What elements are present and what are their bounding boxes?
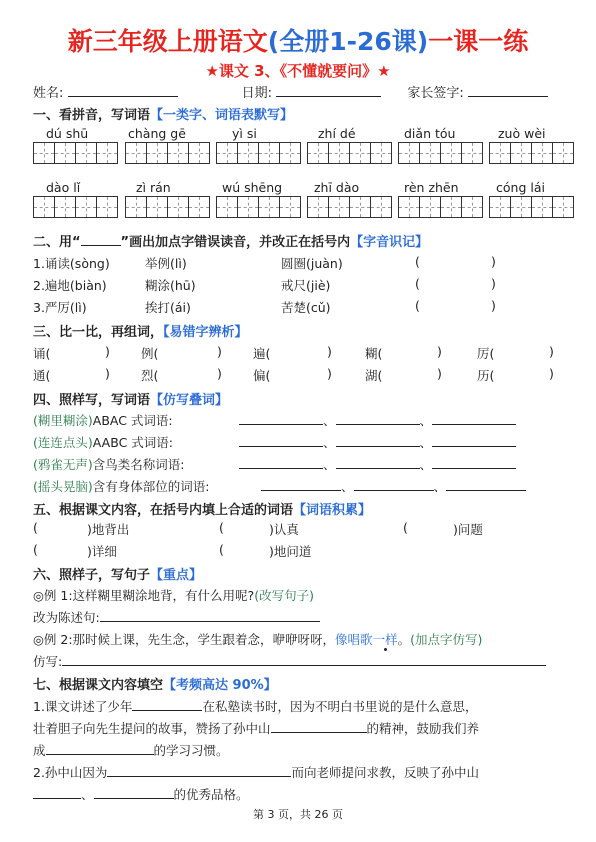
pinyin: zhī dào [314,180,360,195]
paren-close: ) [327,366,332,381]
item[interactable]: 举例(lì) [145,256,187,271]
lesson-subtitle: ★课文 3、《不懂就要问》★ [205,62,391,80]
answer-blank[interactable] [62,653,546,666]
writing-grid[interactable] [125,142,209,164]
sep: 、 [419,435,433,450]
section-1-title: 一、看拼音，写词语 [33,108,151,123]
s7-line-5 [33,785,249,803]
pinyin: dào lǐ [46,180,81,195]
paren-close: ) [549,344,554,359]
text: 的学习习惯。 [153,743,229,758]
char: 历( [477,368,495,383]
paren-open: ( [219,520,224,535]
paren-open: ( [33,542,38,557]
section-4-title: 四、照样写，写词语 [33,393,151,408]
item[interactable]: 1.诵读(sòng) [33,256,110,271]
paren-close: ) [437,366,442,381]
s4-row-4 [33,477,447,495]
example-word: (糊里糊涂) [33,413,93,428]
answer-blank[interactable] [94,786,174,799]
phrase: )问题 [453,522,483,537]
writing-grid[interactable] [125,196,209,218]
paren-open: ( [415,254,420,269]
s7-line-3 [33,741,229,759]
dotted-text: 一样 [372,632,398,647]
writing-grid[interactable] [489,196,573,218]
row-label: 含鸟类名称词语: [92,457,185,472]
sep: 、 [323,435,336,450]
paren-open: ( [415,276,420,291]
section-1-tag: 【一类字、词语表默写】 [150,108,294,123]
section-3-tag: 【易错字辨析】 [163,325,248,340]
s7-line-2 [33,719,479,737]
paren-close: ) [549,366,554,381]
paren-close: ) [327,344,332,359]
answer-blank[interactable] [46,742,154,755]
example-note: (改写句子) [254,588,314,603]
text: 而向老师提问求教，反映了孙中山 [291,765,479,780]
example-word: (鸦雀无声) [33,457,93,472]
phrase: )详细 [87,544,117,559]
sep: 、 [323,457,336,472]
example-word: (摇头晃脑) [33,479,93,494]
sep: 、 [323,413,336,428]
item[interactable]: 3.严厉(lì) [33,300,87,315]
example-2 [33,630,482,648]
phrase: )地背出 [87,522,130,537]
section-2-title-b: ”画出加点字错误读音，并改正在括号内 [120,235,351,250]
pinyin: yì si [232,126,257,141]
title-part3: 一课一练 [428,27,529,56]
date-label: 日期: [241,86,273,101]
writing-grid[interactable] [33,142,117,164]
writing-grid[interactable] [216,196,300,218]
section-3-heading [33,321,248,340]
paren-close: ) [105,344,110,359]
parent-label: 家长签字: [407,86,464,101]
writing-grid[interactable] [398,196,482,218]
answer-blank[interactable] [354,478,434,491]
section-7-tag: 【考频高达 90%】 [163,678,277,693]
sep: 、 [419,457,433,472]
writing-grid[interactable] [307,142,391,164]
answer-blank[interactable] [132,698,202,711]
phrase: )认真 [269,522,299,537]
section-6-tag: 【重点】 [150,568,203,583]
writing-grid[interactable] [33,196,117,218]
section-2-title-a: 二、用“ [33,235,81,250]
answer-label: 改为陈述句: [33,610,100,625]
row-label: ABAC 式词语: [92,413,173,428]
answer-blank[interactable] [446,478,526,491]
answer-blank[interactable] [107,764,291,777]
paren-close: ) [491,276,496,291]
section-5-title: 五、根据课文内容，在括号内填上合适的词语 [33,503,294,518]
example-sentence: ◎例 1:这样糊里糊涂地背，有什么用呢? [33,588,255,603]
name-field[interactable] [68,84,178,97]
section-5-tag: 【词语积累】 [293,503,372,518]
pinyin: zuò wèi [498,126,546,141]
section-5-heading [33,499,371,518]
char: 糊( [365,346,383,361]
s7-line-1 [33,697,477,715]
text: 在私塾读书时，因为不明白书里说的是什么意思， [202,699,478,714]
section-2-tag: 【字音识记】 [350,235,429,250]
text: 1.课文讲述了少年 [33,699,133,714]
item[interactable]: 苦楚(cǔ) [281,300,331,315]
page-title [0,22,596,58]
section-4-heading [33,389,228,408]
text: 2.孙中山因为 [33,765,108,780]
answer-blank[interactable] [432,412,516,425]
text: 的精神，鼓励我们养 [366,721,480,736]
page-number: 第 3 页，共 26 页 [253,808,343,821]
section-3-title: 三、比一比，再组词， [33,325,164,340]
paren-close: ) [491,298,496,313]
s4-row-1 [33,411,433,429]
paren-open: ( [219,542,224,557]
writing-grid[interactable] [307,196,391,218]
s7-line-4 [33,763,479,781]
example-word: (连连点头) [33,435,93,450]
example-sentence: ◎例 2:那时候上课，先生念，学生跟着念，咿咿呀呀， [33,632,336,647]
char: 湖( [365,368,383,383]
parent-signature-field[interactable] [468,84,548,97]
item[interactable]: 戒尺(jiè) [281,278,331,293]
text: 成 [33,743,46,758]
example-note: (加点字仿写) [410,632,483,647]
paren-open: ( [33,520,38,535]
answer-blank[interactable] [239,412,323,425]
section-2-heading [33,231,428,250]
answer-blank[interactable] [100,609,320,622]
answer-label: 仿写: [33,654,63,669]
char: 偏( [253,368,271,383]
item[interactable]: 糊涂(hū) [145,278,196,293]
underline-sample [81,245,121,246]
answer-blank[interactable] [239,434,323,447]
section-6-heading [33,564,202,583]
writing-grid[interactable] [216,142,300,164]
item[interactable]: 2.遍地(biàn) [33,278,107,293]
item[interactable]: 挨打(ái) [145,300,191,315]
char: 烈( [141,368,159,383]
sep: 、 [419,413,433,428]
answer-blank[interactable] [239,456,323,469]
char: 厉( [477,346,495,361]
pinyin: rèn zhēn [404,180,459,195]
paren-open: ( [403,520,408,535]
pinyin: cóng lái [496,180,545,195]
section-4-tag: 【仿写叠词】 [150,393,229,408]
paren-close: ) [217,344,222,359]
sep: 、 [433,479,447,494]
period: 。 [397,632,411,647]
example-1-answer [33,608,320,626]
pinyin: chàng gē [128,126,186,141]
paren-close: ) [437,344,442,359]
section-7-title: 七、根据课文内容填空 [33,678,164,693]
text: 的优秀品格。 [173,787,249,802]
title-part1: 新三年级上册语文 [67,27,268,56]
char: 通( [33,368,51,383]
paren-close: ) [217,366,222,381]
s4-row-3 [33,455,433,473]
char: 诵( [33,346,51,361]
answer-blank[interactable] [336,456,420,469]
answer-blank[interactable] [432,456,516,469]
item[interactable]: 圆圈(juàn) [281,256,343,271]
section-6-title: 六、照样子，写句子 [33,568,151,583]
sep: 、 [341,479,354,494]
answer-blank[interactable] [271,720,367,733]
phrase: )地问道 [269,544,312,559]
pinyin: diǎn tóu [404,126,456,141]
writing-grid[interactable] [398,142,482,164]
row-label: 含有身体部位的词语: [92,479,210,494]
text: 壮着胆子向先生提问的故事，赞扬了孙中山 [33,721,271,736]
paren-close: ) [491,254,496,269]
date-field[interactable] [276,84,381,97]
pinyin: wú shēng [222,180,283,195]
example-2-answer [33,652,546,670]
answer-blank[interactable] [336,434,420,447]
section-7-heading [33,674,277,693]
char: 例( [141,346,159,361]
pinyin: zhí dé [318,126,356,141]
title-part2: (全册1-26课) [267,27,429,56]
answer-blank[interactable] [336,412,420,425]
answer-blank[interactable] [261,478,341,491]
s4-row-2 [33,433,433,451]
student-info-line [33,82,573,101]
emphasized-text: 像唱歌 [335,632,373,647]
writing-grid[interactable] [489,142,573,164]
row-label: AABC 式词语: [92,435,173,450]
paren-close: ) [105,366,110,381]
paren-open: ( [415,298,420,313]
answer-blank[interactable] [432,434,516,447]
name-label: 姓名: [33,86,64,101]
answer-blank[interactable] [33,786,81,799]
pinyin: zì rán [136,180,171,195]
sep: 、 [81,787,94,802]
char: 遍( [253,346,271,361]
pinyin: dú shū [46,126,89,141]
section-1-heading [33,104,293,123]
example-1 [33,586,314,604]
